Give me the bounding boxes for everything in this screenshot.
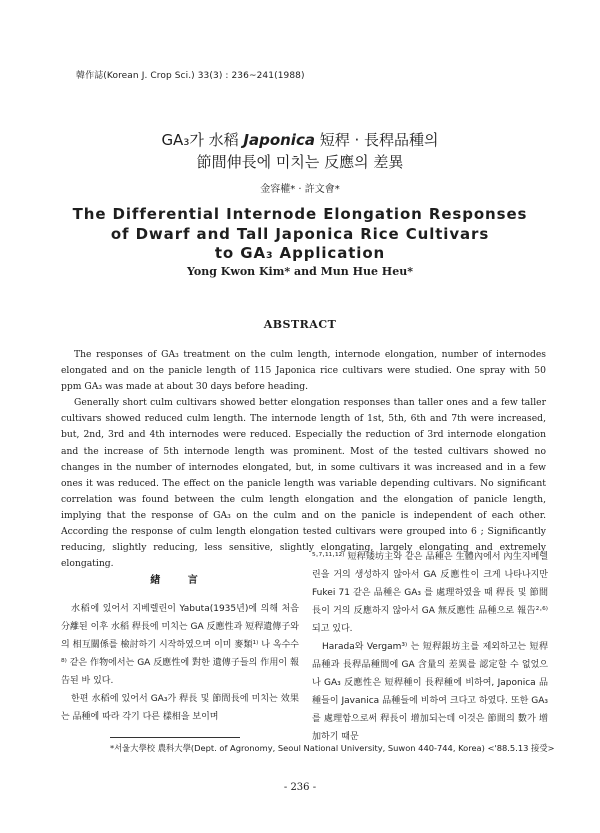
left-column bbox=[61, 600, 299, 726]
intro-right-paragraph-1: ⁵·⁷·¹¹·¹²⁾ 短稈矮坊主와 같은 品種은 生體內에서 內生지베렐린을 거의 생성하지 않아서 GA 反應性이 크게 나타나지만 Fukei 71 같은 品種은 GA₃ 를 處理하였을 때 稈長 및 節間長이 거의 反應하지 않아서 GA 無反應性 品種으로 報告²·⁶⁾ 되고 있다. bbox=[312, 552, 548, 634]
korean-title-line-1 bbox=[0, 129, 600, 150]
korean-title-line-2: 節間伸長에 미치는 反應의 差異 bbox=[196, 153, 404, 171]
english-title-line-1: The Differential Internode Elongation Responses bbox=[72, 205, 528, 223]
abstract-body bbox=[61, 347, 546, 572]
intro-left-paragraph-2: 한편 水稻에 있어서 GA₃가 稈長 및 節間長에 미치는 效果는 品種에 따라 각기 다른 樣相을 보이며 bbox=[61, 694, 299, 722]
introduction-heading: 緖 言 bbox=[150, 575, 210, 586]
english-title-line-2: of Dwarf and Tall Japonica Rice Cultivars bbox=[110, 225, 490, 243]
korean-title-suffix: 短稈 · 長稈品種의 bbox=[314, 131, 439, 149]
affiliation-footnote: *서울大學校 農科大學(Dept. of Agronomy, Seoul National University, Suwon 440-744, Korea) <'88.5.13 接受> bbox=[110, 743, 555, 753]
footnote-divider bbox=[110, 737, 240, 738]
intro-left-paragraph-1: 水稻에 있어서 지베렐린이 Yabuta(1935년)에 의해 처음 分離된 이후 水稻 稈長에 미치는 GA 反應性과 短稈遺傳子와의 相互關係를 檢討하기 시작하였으며 이미 麥類¹⁾ 나 옥수수⁸⁾ 같은 作物에서는 GA 反應性에 對한 遺傳子들의 作用이 報告된 바 있다. bbox=[61, 604, 299, 686]
korean-authors: 金容權* · 許文會* bbox=[260, 184, 340, 195]
english-authors: Yong Kwon Kim* and Mun Hue Heu* bbox=[187, 265, 413, 278]
intro-right-paragraph-2: Harada와 Vergam³⁾ 는 短稈銀坊主를 제외하고는 短稈品種과 長稈品種間에 GA 含量의 差異를 認定할 수 없었으나 GA₃ 反應性은 短稈種이 長稈種에 비하여, Japonica 品種들이 Javanica 品種들에 비하여 크다고 하였다. 또한 GA₃를 處理함으로써 稈長이 增加되는데 이것은 節間의 數가 增加하기 때문 bbox=[312, 642, 548, 742]
abstract-heading: ABSTRACT bbox=[263, 318, 337, 331]
journal-citation: 韓作誌(Korean J. Crop Sci.) 33(3) : 236~241(1988) bbox=[76, 71, 305, 81]
right-column bbox=[312, 548, 548, 746]
korean-title-emphasis: Japonica bbox=[243, 131, 315, 149]
abstract-paragraph-2: Generally short culm cultivars showed better elongation responses than taller ones and a few taller cultivars showed reduced culm length. The internode length of 1st, 5th, 6th and 7th were increased, but, 2nd, 3rd and 4th internodes were reduced. Especially the reduction of 3rd internode elongation and the increase of 5th internode length was prominent. Most of the tested cultivars showed no changes in the number of internodes elongated, but, in some cultivars it was increased and in a few ones it was reduced. The effect on the panicle length was variable depending cultivars. No significant correlation was found between the culm length elongation and the elongation of panicle length, implying that the response of GA₃ on the culm and on the panicle is independent of each other. According the response of culm length elongation tested cultivars were grouped into 6 ; Significantly reducing, slightly reducing, less sensitive, slightly elongating, largely elongating and extremely elongating. bbox=[61, 397, 546, 570]
korean-title-prefix: GA₃가 水稻 bbox=[161, 131, 244, 149]
abstract-paragraph-1: The responses of GA₃ treatment on the culm length, internode elongation, number of internodes elongated and on the panicle length of 115 Japonica rice cultivars were studied. One spray with 50 ppm GA₃ was made at about 30 days before heading. bbox=[61, 349, 546, 393]
page-number: - 236 - bbox=[283, 782, 317, 793]
english-title-line-3: to GA₃ Application bbox=[214, 244, 386, 262]
